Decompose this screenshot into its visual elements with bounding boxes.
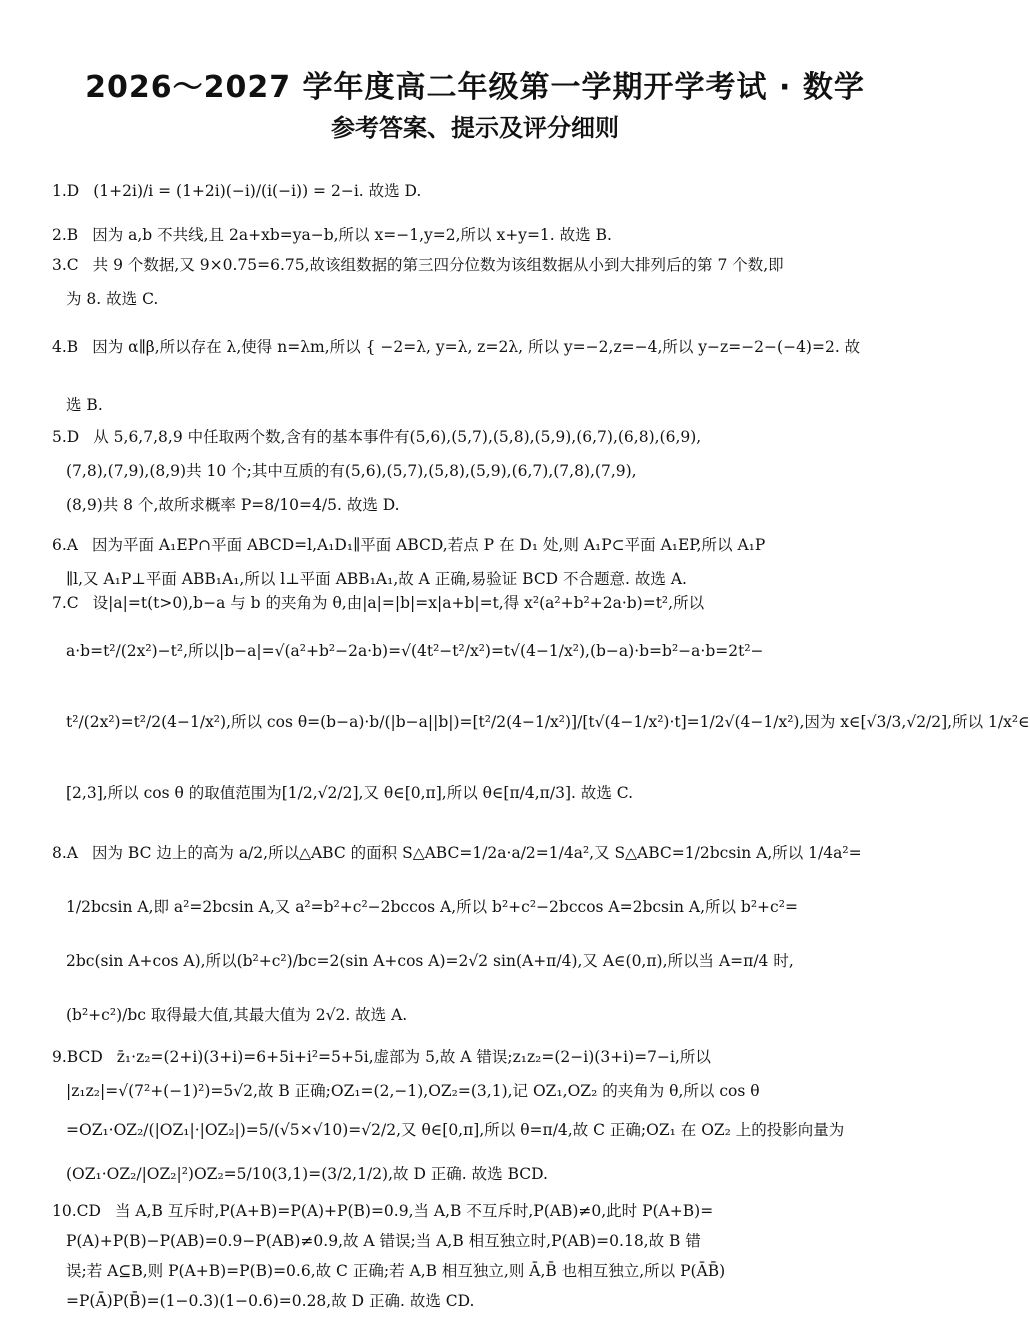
answer-key: A [66,844,78,862]
answer-line: ∥l,又 A₁P⊥平面 ABB₁A₁,所以 l⊥平面 ABB₁A₁,故 A 正确,易验证 BCD 不合题意. 故选 A. [66,570,687,588]
answer-number: 1. [52,182,67,200]
answer-item-5 [52,420,902,522]
answer-line: 1/2bcsin A,即 a²=2bcsin A,又 a²=b²+c²−2bccos A,所以 b²+c²−2bccos A=2bcsin A,所以 b²+c²= [66,898,798,916]
answer-line: (7,8),(7,9),(8,9)共 10 个;其中互质的有(5,6),(5,7),(5,8),(5,9),(6,7),(7,8),(7,9), [66,462,637,480]
answer-line: 因为平面 A₁EP∩平面 ABCD=l,A₁D₁∥平面 ABCD,若点 P 在 D₁ 处,则 A₁P⊂平面 A₁EP,所以 A₁P [92,536,766,554]
answer-line: 共 9 个数据,又 9×0.75=6.75,故该组数据的第三四分位数为该组数据从小到大排列后的第 7 个数,即 [92,256,784,274]
answer-key: A [66,536,78,554]
answer-line: 因为 BC 边上的高为 a/2,所以△ABC 的面积 S△ABC=1/2a·a/2=1/4a²,又 S△ABC=1/2bcsin A,所以 1/4a²= [92,844,862,862]
answer-number: 9. [52,1048,67,1066]
page-title: 2026～2027 学年度高二年级第一学期开学考试 · 数学 [85,70,865,105]
answer-item-8 [52,826,902,1042]
answer-line: (8,9)共 8 个,故所求概率 P=8/10=4/5. 故选 D. [66,496,400,514]
answer-item-1 [52,174,902,208]
answer-key: CD [76,1202,101,1220]
answer-item-10 [52,1196,902,1316]
answer-number: 8. [52,844,67,862]
answer-key: D [66,182,80,200]
answer-number: 3. [52,256,67,274]
answer-key: B [66,338,79,356]
answer-line: 选 B. [66,396,103,414]
answer-item-7 [52,586,1030,824]
answer-line: [2,3],所以 cos θ 的取值范围为[1/2,√2/2],又 θ∈[0,π],所以 θ∈[π/4,π/3]. 故选 C. [66,784,634,802]
answer-item-3 [52,248,902,316]
answer-number: 6. [52,536,67,554]
answer-line: 2bc(sin A+cos A),所以(b²+c²)/bc=2(sin A+cos A)=2√2 sin(A+π/4),又 A∈(0,π),所以当 A=π/4 时, [66,952,794,970]
answer-line: (1+2i)/i = (1+2i)(−i)/(i(−i)) = 2−i. 故选 D. [93,182,422,200]
answer-number: 4. [52,338,67,356]
answer-item-9 [52,1040,902,1196]
answer-line: 当 A,B 互斥时,P(A+B)=P(A)+P(B)=0.9,当 A,B 不互斥时,P(AB)≠0,此时 P(A+B)= [114,1202,714,1220]
answer-line: 设|a|=t(t>0),b−a 与 b 的夹角为 θ,由|a|=|b|=x|a+b|=t,得 x²(a²+b²+2a·b)=t²,所以 [92,594,705,612]
answer-key: C [66,594,79,612]
answer-item-2 [52,218,902,252]
answer-line: z̄₁·z₂=(2+i)(3+i)=6+5i+i²=5+5i,虚部为 5,故 A 错误;z₁z₂=(2−i)(3+i)=7−i,所以 [116,1048,711,1066]
page-subtitle: 参考答案、提示及评分细则 [331,114,619,142]
answer-line: 因为 α∥β,所以存在 λ,使得 n=λm,所以 { −2=λ, y=λ, z=2λ, 所以 y=−2,z=−4,所以 y−z=−2−(−4)=2. 故 [92,338,861,356]
answer-line: t²/(2x²)=t²/2(4−1/x²),所以 cos θ=(b−a)·b/(|b−a||b|)=[t²/2(4−1/x²)]/[t√(4−1/x²)·t]=1/2√(4−1/x²),因为 x∈[√3/3,√2/2],所以 1/x²∈ [66,713,1030,731]
answer-key: B [66,226,79,244]
answer-key: D [66,428,80,446]
answer-key: C [66,256,79,274]
answer-line: (OZ₁·OZ₂/|OZ₂|²)OZ₂=5/10(3,1)=(3/2,1/2),故 D 正确. 故选 BCD. [66,1165,548,1183]
answer-line: =P(Ā)P(B̄)=(1−0.3)(1−0.6)=0.28,故 D 正确. 故选 CD. [66,1292,475,1310]
answer-line: a·b=t²/(2x²)−t²,所以|b−a|=√(a²+b²−2a·b)=√(4t²−t²/x²)=t√(4−1/x²),(b−a)·b=b²−a·b=2t²− [66,642,764,660]
answer-line: =OZ₁·OZ₂/(|OZ₁|·|OZ₂|)=5/(√5×√10)=√2/2,又 θ∈[0,π],所以 θ=π/4,故 C 正确;OZ₁ 在 OZ₂ 上的投影向量为 [66,1121,845,1139]
answer-number: 2. [52,226,67,244]
answer-number: 10. [52,1202,77,1220]
answer-item-4 [52,330,902,422]
answer-key: BCD [66,1048,103,1066]
answer-line: (b²+c²)/bc 取得最大值,其最大值为 2√2. 故选 A. [66,1006,408,1024]
answer-line: 因为 a,b 不共线,且 2a+xb=ya−b,所以 x=−1,y=2,所以 x+y=1. 故选 B. [92,226,612,244]
answer-line: P(A)+P(B)−P(AB)=0.9−P(AB)≠0.9,故 A 错误;当 A,B 相互独立时,P(AB)=0.18,故 B 错 [66,1232,701,1250]
answer-number: 5. [52,428,67,446]
answer-line: 为 8. 故选 C. [66,290,159,308]
answer-line: 误;若 A⊆B,则 P(A+B)=P(B)=0.6,故 C 正确;若 A,B 相互独立,则 Ā,B̄ 也相互独立,所以 P(ĀB̄) [66,1262,726,1280]
answer-number: 7. [52,594,67,612]
answer-line: 从 5,6,7,8,9 中任取两个数,含有的基本事件有(5,6),(5,7),(5,8),(5,9),(6,7),(6,8),(6,9), [93,428,702,446]
answer-line: |z₁z₂|=√(7²+(−1)²)=5√2,故 B 正确;OZ₁=(2,−1),OZ₂=(3,1),记 OZ₁,OZ₂ 的夹角为 θ,所以 cos θ [66,1082,760,1100]
